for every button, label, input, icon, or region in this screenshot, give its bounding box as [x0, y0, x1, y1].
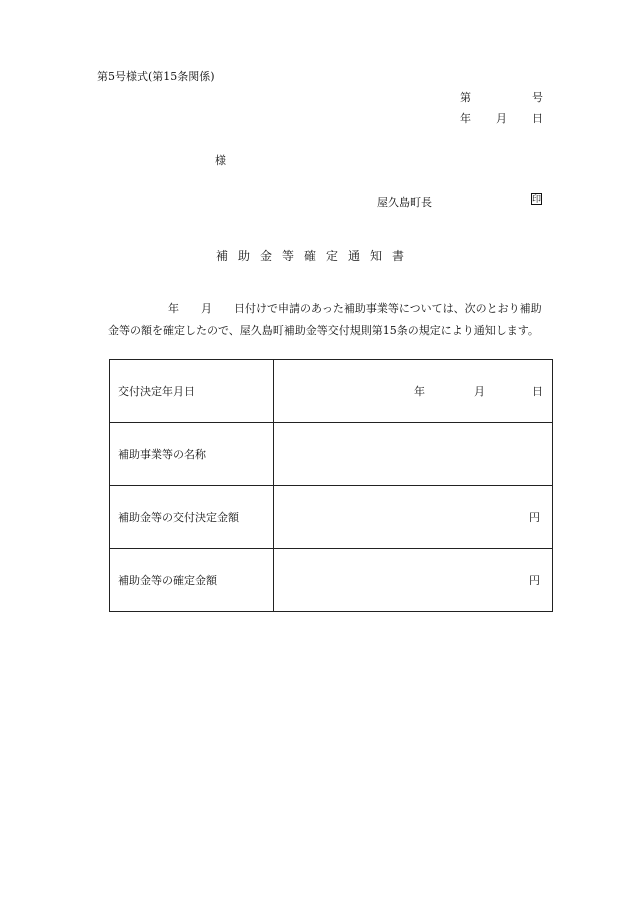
number-prefix: 第 [460, 91, 471, 104]
details-table [109, 359, 553, 612]
issue-year: 年 [460, 112, 471, 125]
table-row [110, 360, 553, 423]
body-paragraph [108, 298, 552, 342]
decision-date-value [274, 360, 553, 423]
issuer-title: 屋久島町長 [377, 196, 432, 209]
number-suffix: 号 [532, 91, 543, 104]
decision-month: 月 [474, 385, 485, 398]
table-row [110, 423, 553, 486]
seal-mark: 印 [532, 195, 542, 205]
decision-year: 年 [414, 385, 425, 398]
decided-amount-label: 補助金等の交付決定金額 [110, 486, 274, 549]
addressee-suffix: 様 [215, 154, 226, 167]
table-row [110, 549, 553, 612]
issue-day: 日 [532, 112, 543, 125]
confirmed-amount-value: 円 [274, 549, 553, 612]
form-number: 第5号様式(第15条関係) [97, 70, 215, 83]
decided-amount-value: 円 [274, 486, 553, 549]
project-name-value [274, 423, 553, 486]
decision-date-label: 交付決定年月日 [110, 360, 274, 423]
document-title: 補助金等確定通知書 [215, 249, 414, 263]
decision-day: 日 [532, 385, 543, 398]
body-line-2: 金等の額を確定したので、屋久島町補助金等交付規則第15条の規定により通知します。 [108, 324, 539, 337]
project-name-label: 補助事業等の名称 [110, 423, 274, 486]
issue-month: 月 [496, 112, 507, 125]
body-line-1: 年 月 日付けで申請のあった補助事業等については、次のとおり補助 [168, 302, 542, 315]
table-row [110, 486, 553, 549]
confirmed-amount-label: 補助金等の確定金額 [110, 549, 274, 612]
